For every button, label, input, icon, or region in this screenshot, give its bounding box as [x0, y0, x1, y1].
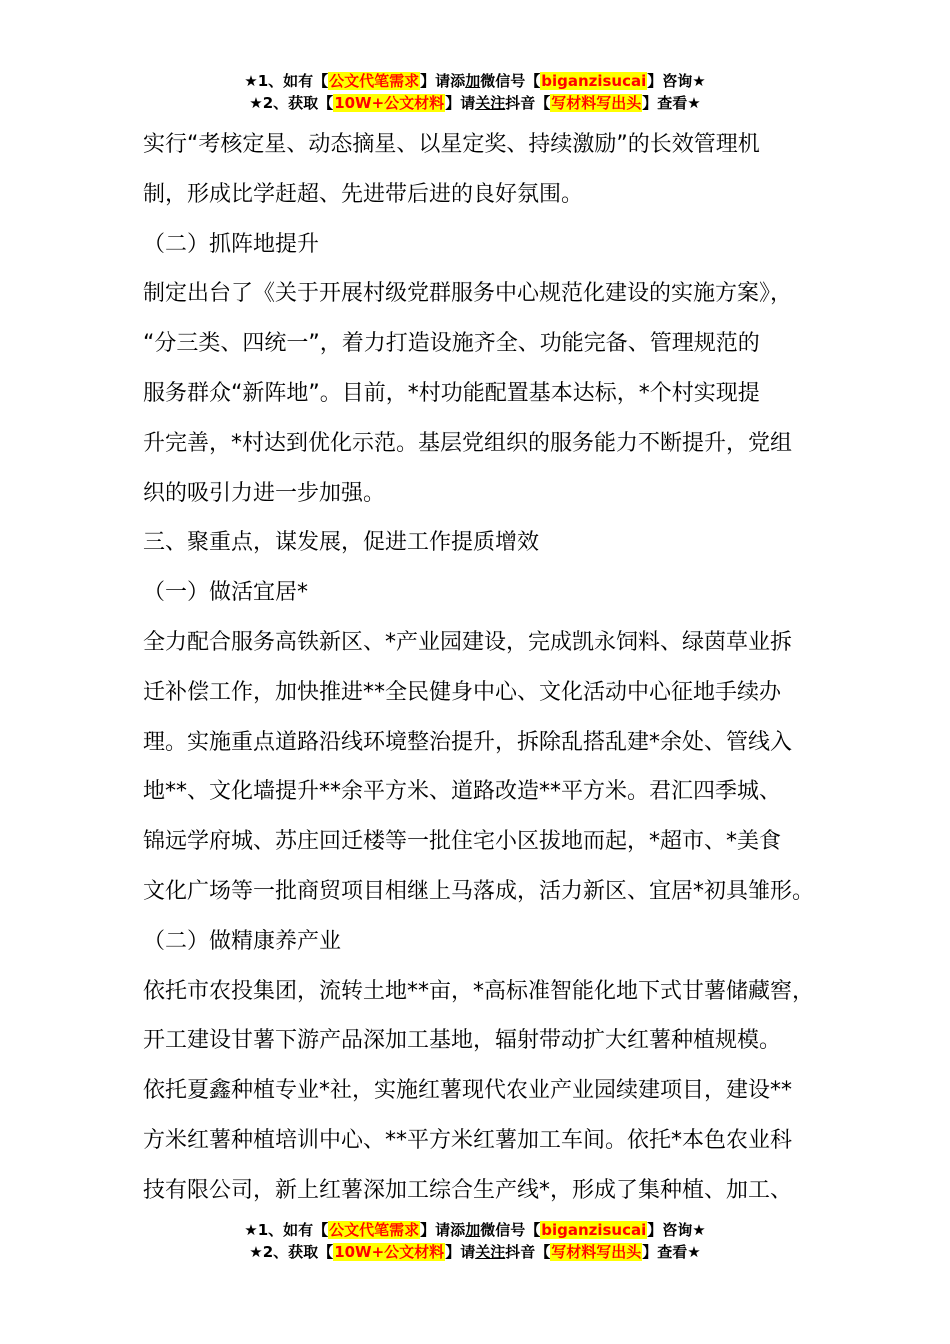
- promo-line-2: ★2、获取【10W+公文材料】请关注抖音【写材料写出头】查看★: [249, 94, 701, 112]
- text-line: 服务群众“新阵地”。目前，*村功能配置基本达标，*个村实现提: [143, 380, 760, 406]
- highlight-douyin-id: 写材料写出头: [551, 1243, 642, 1261]
- text-line: 全力配合服务高铁新区、*产业园建设，完成凯永饲料、绿茵草业拆: [143, 629, 793, 655]
- text-line: 实行“考核定星、动态摘星、以星定奖、持续激励”的长效管理机: [143, 132, 760, 157]
- text-line: 依托市农投集团，流转土地**亩，*高标准智能化地下式甘薯储藏窖，: [143, 978, 815, 1004]
- text-line: 技有限公司，新上红薯深加工综合生产线*，形成了集种植、加工、: [143, 1177, 793, 1203]
- text-line: 依托夏鑫种植专业*社，实施红薯现代农业产业园续建项目，建设**: [143, 1078, 793, 1104]
- promo-line-1: ★1、如有【公文代笔需求】请添加微信号【biganzisucai】咨询★: [244, 72, 706, 90]
- text-line: 制，形成比学赶超、先进带后进的良好氛围。: [143, 181, 584, 207]
- text-line: “分三类、四统一”，着力打造设施齐全、功能完备、管理规范的: [143, 331, 760, 357]
- section-heading: （二）抓阵地提升: [143, 231, 320, 257]
- section-heading: （一）做活宜居*: [143, 580, 309, 606]
- highlight-wechat-id: biganzisucai: [541, 72, 647, 90]
- text-line: 迁补偿工作，加快推进**全民健身中心、文化活动中心征地手续办: [143, 679, 782, 705]
- text-line: 织的吸引力进一步加强。: [143, 480, 386, 506]
- text-line: 文化广场等一批商贸项目相继上马落成，活力新区、宜居*初具雏形。: [143, 878, 815, 904]
- section-heading: （二）做精康养产业: [143, 928, 342, 954]
- promo-line-2: ★2、获取【10W+公文材料】请关注抖音【写材料写出头】查看★: [249, 1243, 701, 1261]
- highlight-douyin-id: 写材料写出头: [551, 94, 642, 112]
- document-body: [143, 120, 843, 1216]
- header-promo-banner: [0, 70, 950, 114]
- highlight-wechat-id: biganzisucai: [541, 1221, 647, 1239]
- promo-line-1: ★1、如有【公文代笔需求】请添加微信号【biganzisucai】咨询★: [244, 1221, 706, 1239]
- text-line: 开工建设甘薯下游产品深加工基地，辐射带动扩大红薯种植规模。: [143, 1028, 782, 1054]
- text-line: 地**、文化墙提升**余平方米、道路改造**平方米。君汇四季城、: [143, 779, 782, 805]
- text-line: 锦远学府城、苏庄回迁楼等一批住宅小区拔地而起，*超市、*美食: [143, 829, 782, 855]
- highlight-service: 公文代笔需求: [329, 1221, 420, 1239]
- footer-promo-banner: [0, 1219, 950, 1263]
- highlight-materials: 10W+公文材料: [334, 1243, 445, 1261]
- text-line: 升完善，*村达到优化示范。基层党组织的服务能力不断提升，党组: [143, 430, 793, 456]
- section-heading: 三、聚重点，谋发展，促进工作提质增效: [143, 530, 540, 556]
- text-line: 理。实施重点道路沿线环境整治提升，拆除乱搭乱建*余处、管线入: [143, 729, 793, 755]
- text-line: 制定出台了《关于开展村级党群服务中心规范化建设的实施方案》，: [143, 281, 793, 307]
- highlight-service: 公文代笔需求: [329, 72, 420, 90]
- highlight-materials: 10W+公文材料: [334, 94, 445, 112]
- text-line: 方米红薯种植培训中心、**平方米红薯加工车间。依托*本色农业科: [143, 1127, 793, 1153]
